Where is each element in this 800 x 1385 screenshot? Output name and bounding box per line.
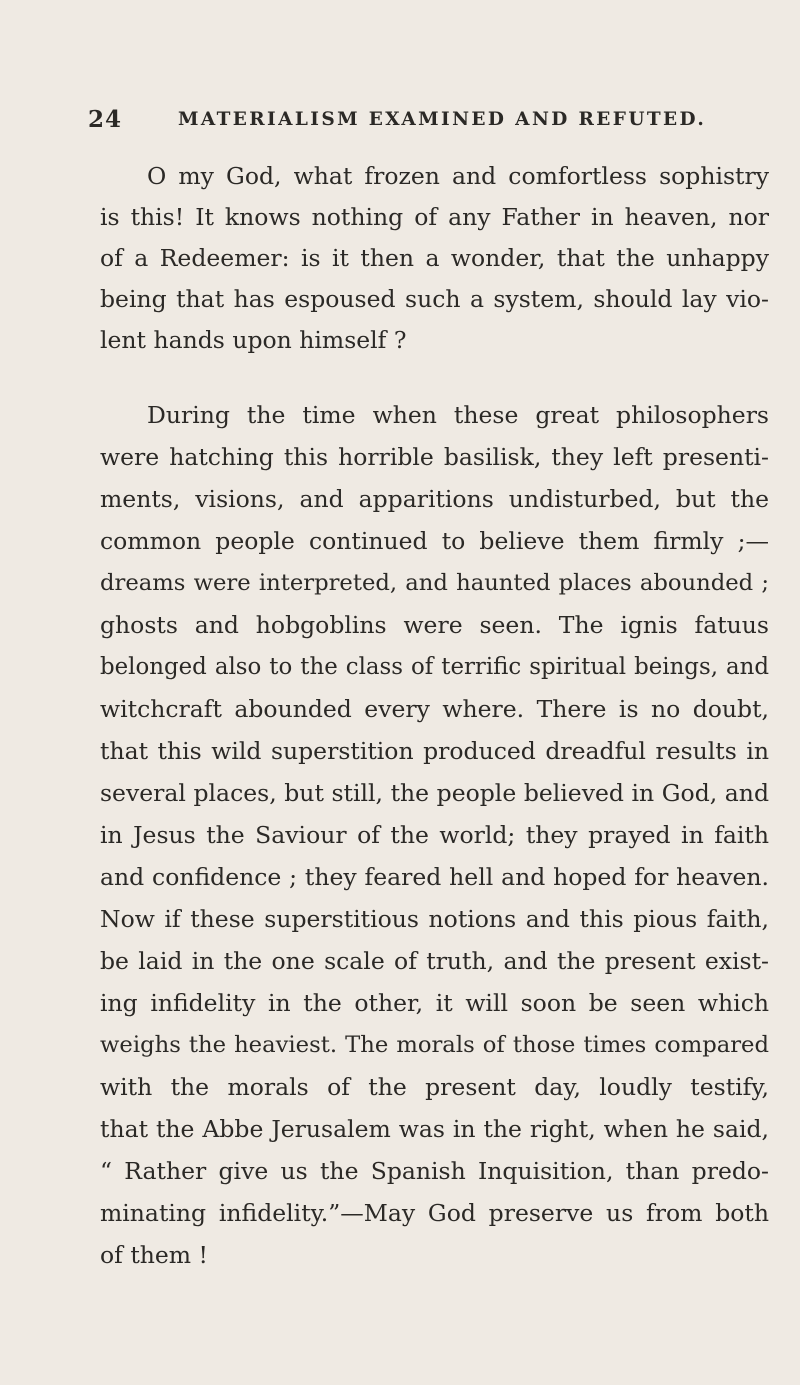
page-number: 24 bbox=[88, 106, 123, 133]
text-line: ing infidelity in the other, it will soon be seen which bbox=[100, 989, 769, 1017]
text-line: of a Redeemer: is it then a wonder, that the unhappy bbox=[100, 244, 769, 272]
running-title: MATERIALISM EXAMINED AND REFUTED. bbox=[178, 109, 707, 130]
text-line: O my God, what frozen and comfortless sophistry bbox=[147, 162, 769, 190]
text-line: ghosts and hobgoblins were seen. The ignis fatuus bbox=[100, 611, 769, 639]
text-line: common people continued to believe them firmly ;— bbox=[100, 527, 769, 555]
text-line: being that has espoused such a system, should lay vio- bbox=[100, 285, 769, 313]
text-line: and confidence ; they feared hell and hoped for heaven. bbox=[100, 863, 769, 891]
text-line: is this! It knows nothing of any Father in heaven, nor bbox=[100, 203, 769, 231]
text-line: lent hands upon himself ? bbox=[100, 326, 407, 354]
text-line: During the time when these great philosophers bbox=[147, 401, 769, 429]
text-line: of them ! bbox=[100, 1241, 208, 1269]
text-line: that the Abbe Jerusalem was in the right, when he said, bbox=[100, 1115, 769, 1143]
text-line: several places, but still, the people believed in God, and bbox=[100, 779, 769, 807]
text-line: weighs the heaviest. The morals of those times compared bbox=[100, 1032, 769, 1058]
text-line: that this wild superstition produced dreadful results in bbox=[100, 737, 769, 765]
text-line: be laid in the one scale of truth, and the present exist- bbox=[100, 947, 769, 975]
text-line: belonged also to the class of terrific spiritual beings, and bbox=[100, 654, 769, 680]
page-header bbox=[88, 106, 768, 146]
text-line: Now if these superstitious notions and this pious faith, bbox=[100, 905, 769, 933]
text-line: minating infidelity.”—May God preserve us from both bbox=[100, 1199, 769, 1227]
text-line: “ Rather give us the Spanish Inquisition, than predo- bbox=[100, 1157, 769, 1185]
text-line: were hatching this horrible basilisk, they left presenti- bbox=[100, 443, 769, 471]
text-line: witchcraft abounded every where. There is no doubt, bbox=[100, 695, 769, 723]
text-line: dreams were interpreted, and haunted places abounded ; bbox=[100, 570, 769, 596]
text-line: ments, visions, and apparitions undisturbed, but the bbox=[100, 485, 769, 513]
text-line: with the morals of the present day, loudly testify, bbox=[100, 1073, 769, 1101]
text-line: in Jesus the Saviour of the world; they prayed in faith bbox=[100, 821, 769, 849]
